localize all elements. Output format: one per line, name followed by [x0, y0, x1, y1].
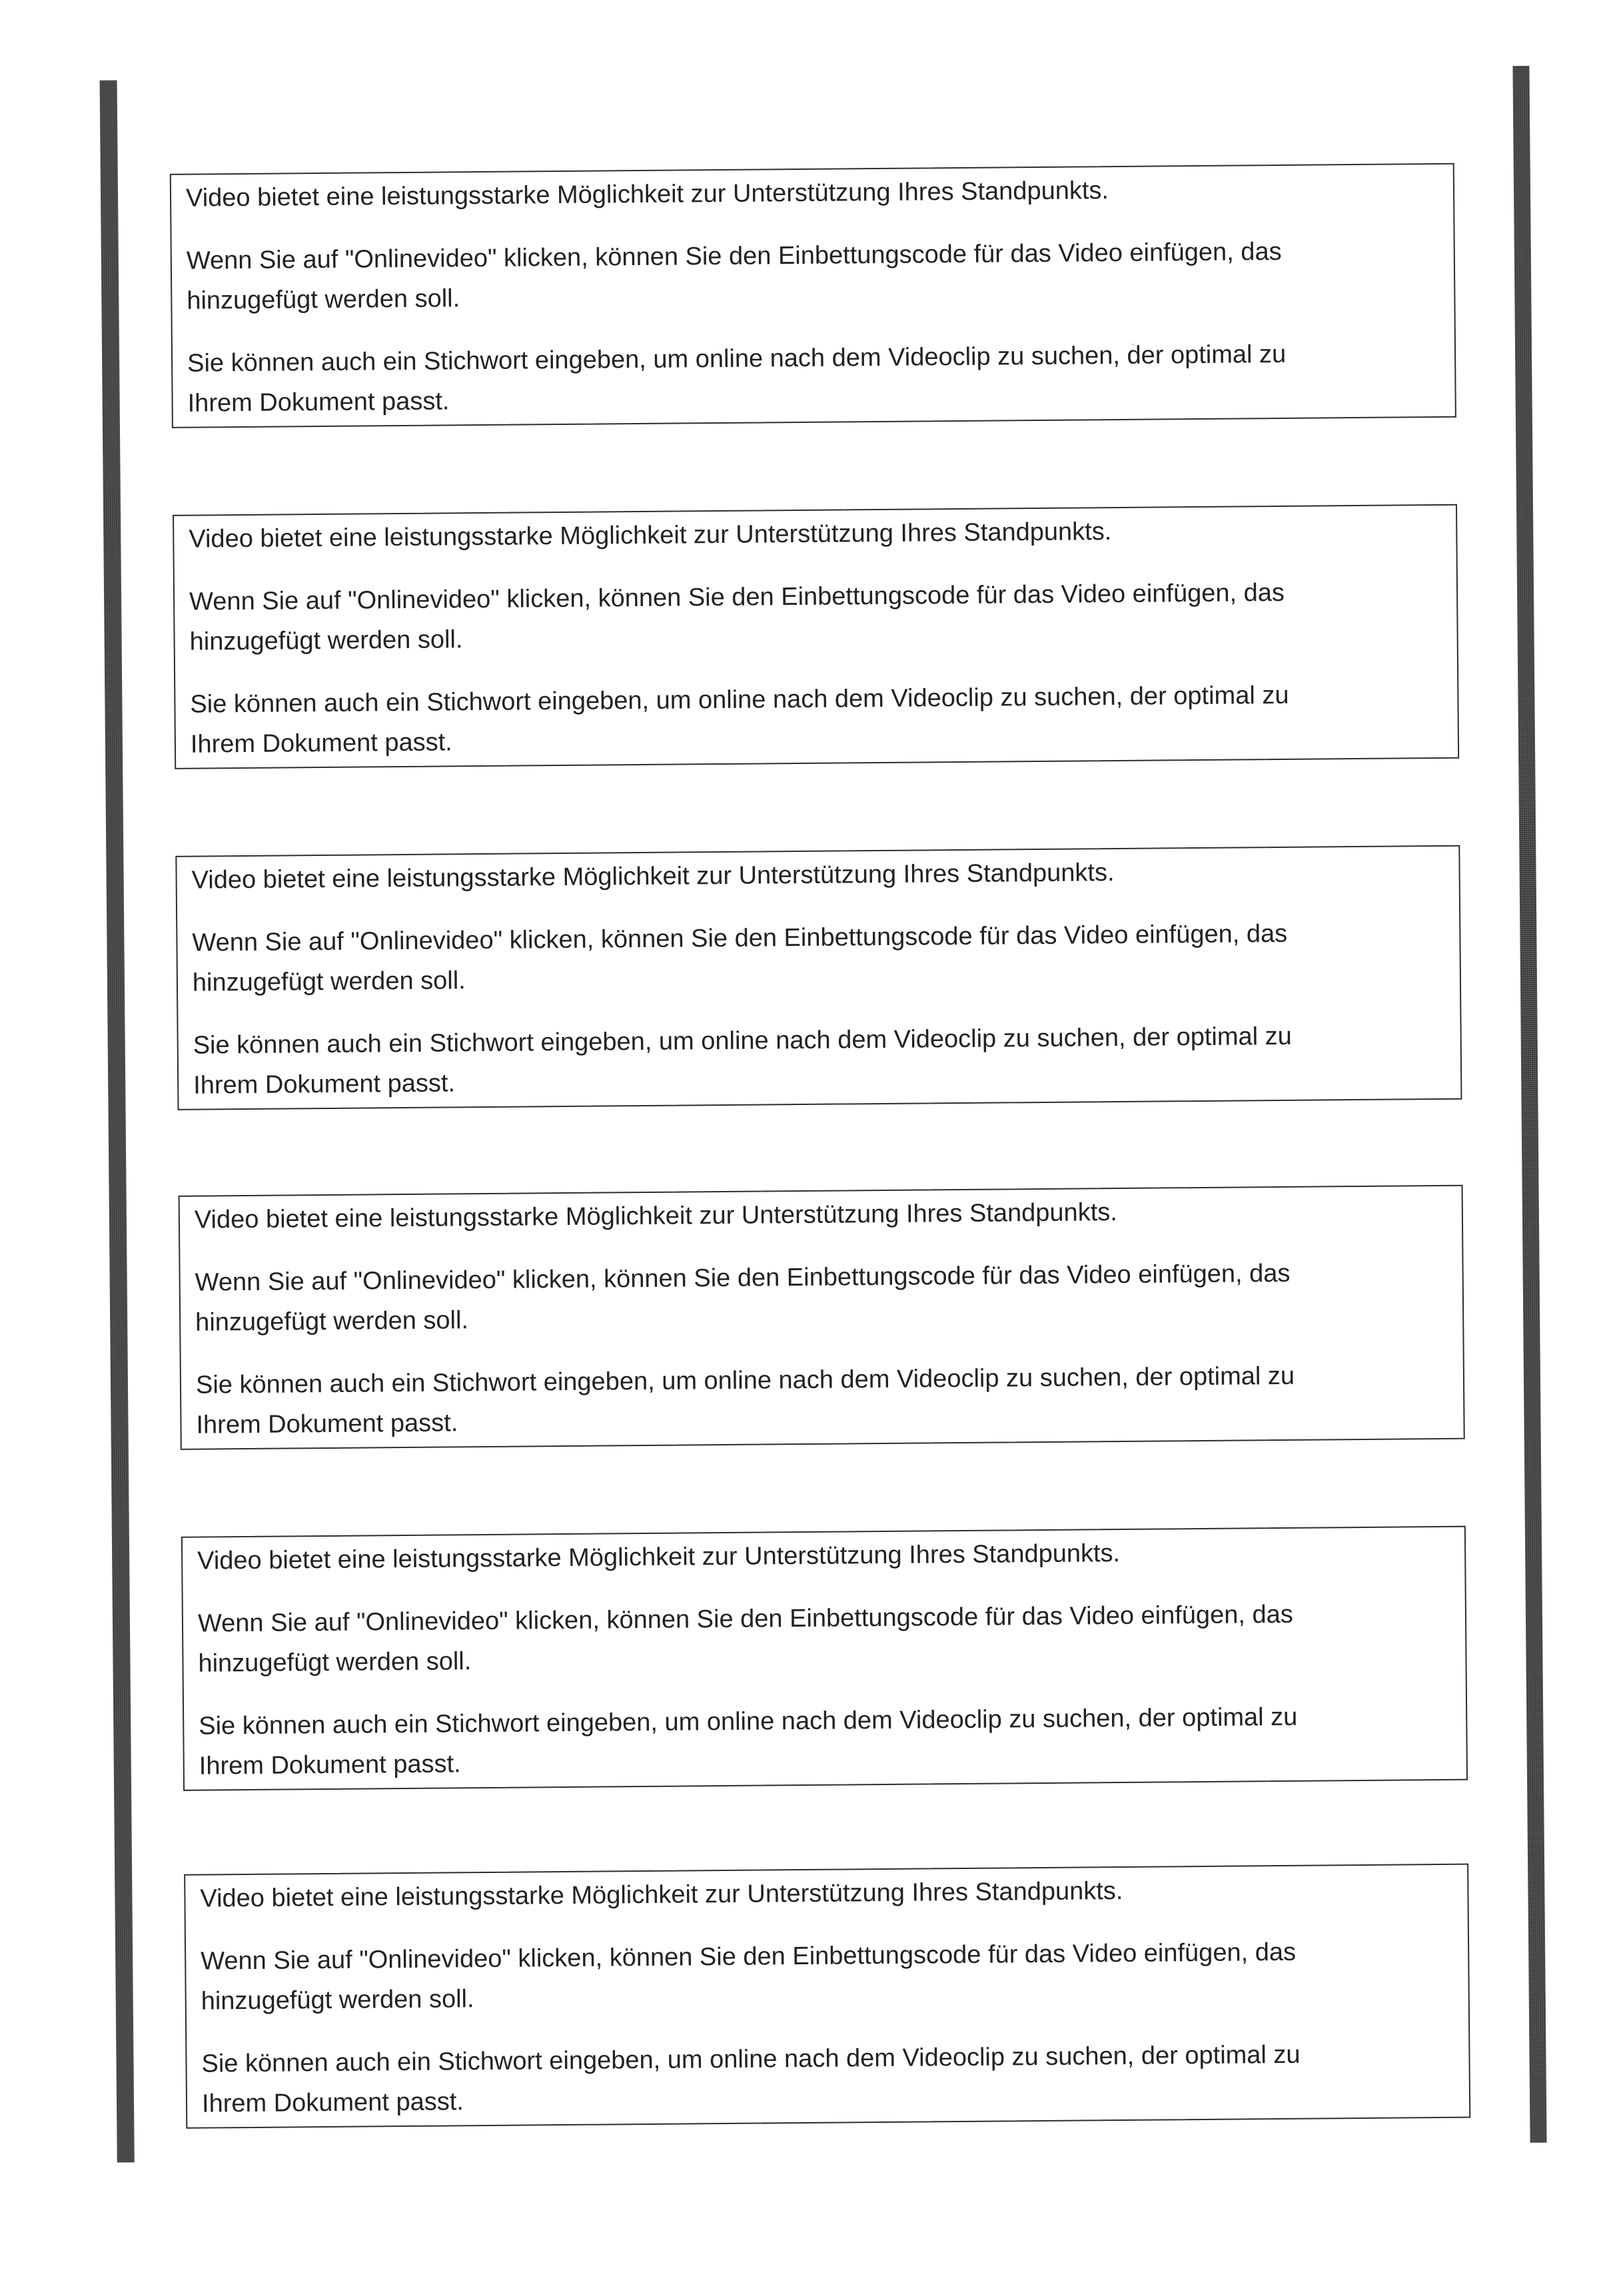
paragraph-intro: [200, 1868, 1467, 1919]
paragraph-intro: [197, 1531, 1464, 1581]
text-line: Wenn Sie auf "Onlinevideo" klicken, können Sie den Einbettungscode für das Video einfügen, das: [192, 919, 1288, 957]
text-box-5: [181, 1526, 1468, 1791]
text-line: Ihrem Dokument passt.: [196, 1409, 458, 1439]
paragraph-onlinevideo: [189, 572, 1457, 662]
text-line: hinzugefügt werden soll.: [198, 1647, 472, 1678]
paragraph-onlinevideo: [201, 1931, 1468, 2022]
text-line: hinzugefügt werden soll.: [187, 284, 460, 315]
paragraph-keyword: [201, 2034, 1469, 2124]
text-line: hinzugefügt werden soll.: [201, 1985, 474, 2016]
text-line: hinzugefügt werden soll.: [195, 1306, 469, 1337]
paragraph-keyword: [199, 1696, 1466, 1786]
text-line: Sie können auch ein Stichwort eingeben, um online nach dem Videoclip zu suchen, der optimal zu: [195, 1361, 1295, 1399]
text-line: Ihrem Dokument passt.: [199, 1750, 461, 1780]
text-line: Video bietet eine leistungsstarke Möglichkeit zur Unterstützung Ihres Standpunkts.: [191, 859, 1115, 895]
text-line: Video bietet eine leistungsstarke Möglichkeit zur Unterstützung Ihres Standpunkts.: [200, 1877, 1123, 1913]
text-line: Ihrem Dokument passt.: [190, 728, 452, 759]
text-line: Ihrem Dokument passt.: [201, 2088, 464, 2118]
paragraph-keyword: [193, 1015, 1460, 1106]
text-line: Video bietet eine leistungsstarke Möglichkeit zur Unterstützung Ihres Standpunkts.: [194, 1198, 1118, 1234]
right-margin-bar: [1512, 66, 1546, 2143]
paragraph-keyword: [187, 333, 1455, 424]
text-box-3: [175, 845, 1462, 1110]
text-line: Wenn Sie auf "Onlinevideo" klicken, können Sie den Einbettungscode für das Video einfügen, das: [201, 1938, 1297, 1976]
paragraph-keyword: [190, 674, 1458, 765]
text-line: Ihrem Dokument passt.: [187, 387, 450, 418]
paragraph-keyword: [196, 1355, 1464, 1445]
paragraph-onlinevideo: [187, 230, 1454, 321]
text-line: Sie können auch ein Stichwort eingeben, um online nach dem Videoclip zu suchen, der optimal zu: [187, 340, 1287, 378]
text-line: hinzugefügt werden soll.: [189, 625, 463, 656]
paragraph-intro: [195, 1190, 1462, 1240]
text-box-6: [184, 1864, 1470, 2129]
text-line: Sie können auch ein Stichwort eingeben, um online nach dem Videoclip zu suchen, der optimal zu: [201, 2040, 1301, 2078]
text-line: Video bietet eine leistungsstarke Möglichkeit zur Unterstützung Ihres Standpunkts.: [189, 518, 1112, 554]
text-line: Wenn Sie auf "Onlinevideo" klicken, können Sie den Einbettungscode für das Video einfügen, das: [195, 1259, 1291, 1297]
text-line: Video bietet eine leistungsstarke Möglichkeit zur Unterstützung Ihres Standpunkts.: [185, 177, 1109, 212]
paragraph-onlinevideo: [195, 1252, 1462, 1343]
text-line: Sie können auch ein Stichwort eingeben, um online nach dem Videoclip zu suchen, der optimal zu: [199, 1703, 1298, 1740]
text-box-1: [170, 163, 1456, 428]
paragraph-intro: [186, 168, 1453, 218]
paragraph-intro: [189, 509, 1456, 560]
text-line: Wenn Sie auf "Onlinevideo" klicken, können Sie den Einbettungscode für das Video einfügen, das: [189, 578, 1285, 616]
paragraph-intro: [191, 850, 1458, 901]
text-line: hinzugefügt werden soll.: [192, 966, 466, 997]
text-line: Ihrem Dokument passt.: [193, 1069, 456, 1100]
paragraph-onlinevideo: [192, 913, 1460, 1003]
text-line: Sie können auch ein Stichwort eingeben, um online nach dem Videoclip zu suchen, der optimal zu: [193, 1022, 1292, 1060]
text-box-4: [179, 1185, 1465, 1450]
paragraph-onlinevideo: [198, 1593, 1466, 1684]
text-line: Wenn Sie auf "Onlinevideo" klicken, können Sie den Einbettungscode für das Video einfügen, das: [186, 237, 1282, 275]
left-margin-bar: [100, 81, 135, 2163]
text-box-2: [173, 504, 1459, 769]
text-line: Wenn Sie auf "Onlinevideo" klicken, können Sie den Einbettungscode für das Video einfügen, das: [197, 1600, 1293, 1638]
text-line: Video bietet eine leistungsstarke Möglichkeit zur Unterstützung Ihres Standpunkts.: [197, 1539, 1121, 1575]
text-line: Sie können auch ein Stichwort eingeben, um online nach dem Videoclip zu suchen, der optimal zu: [190, 681, 1289, 719]
